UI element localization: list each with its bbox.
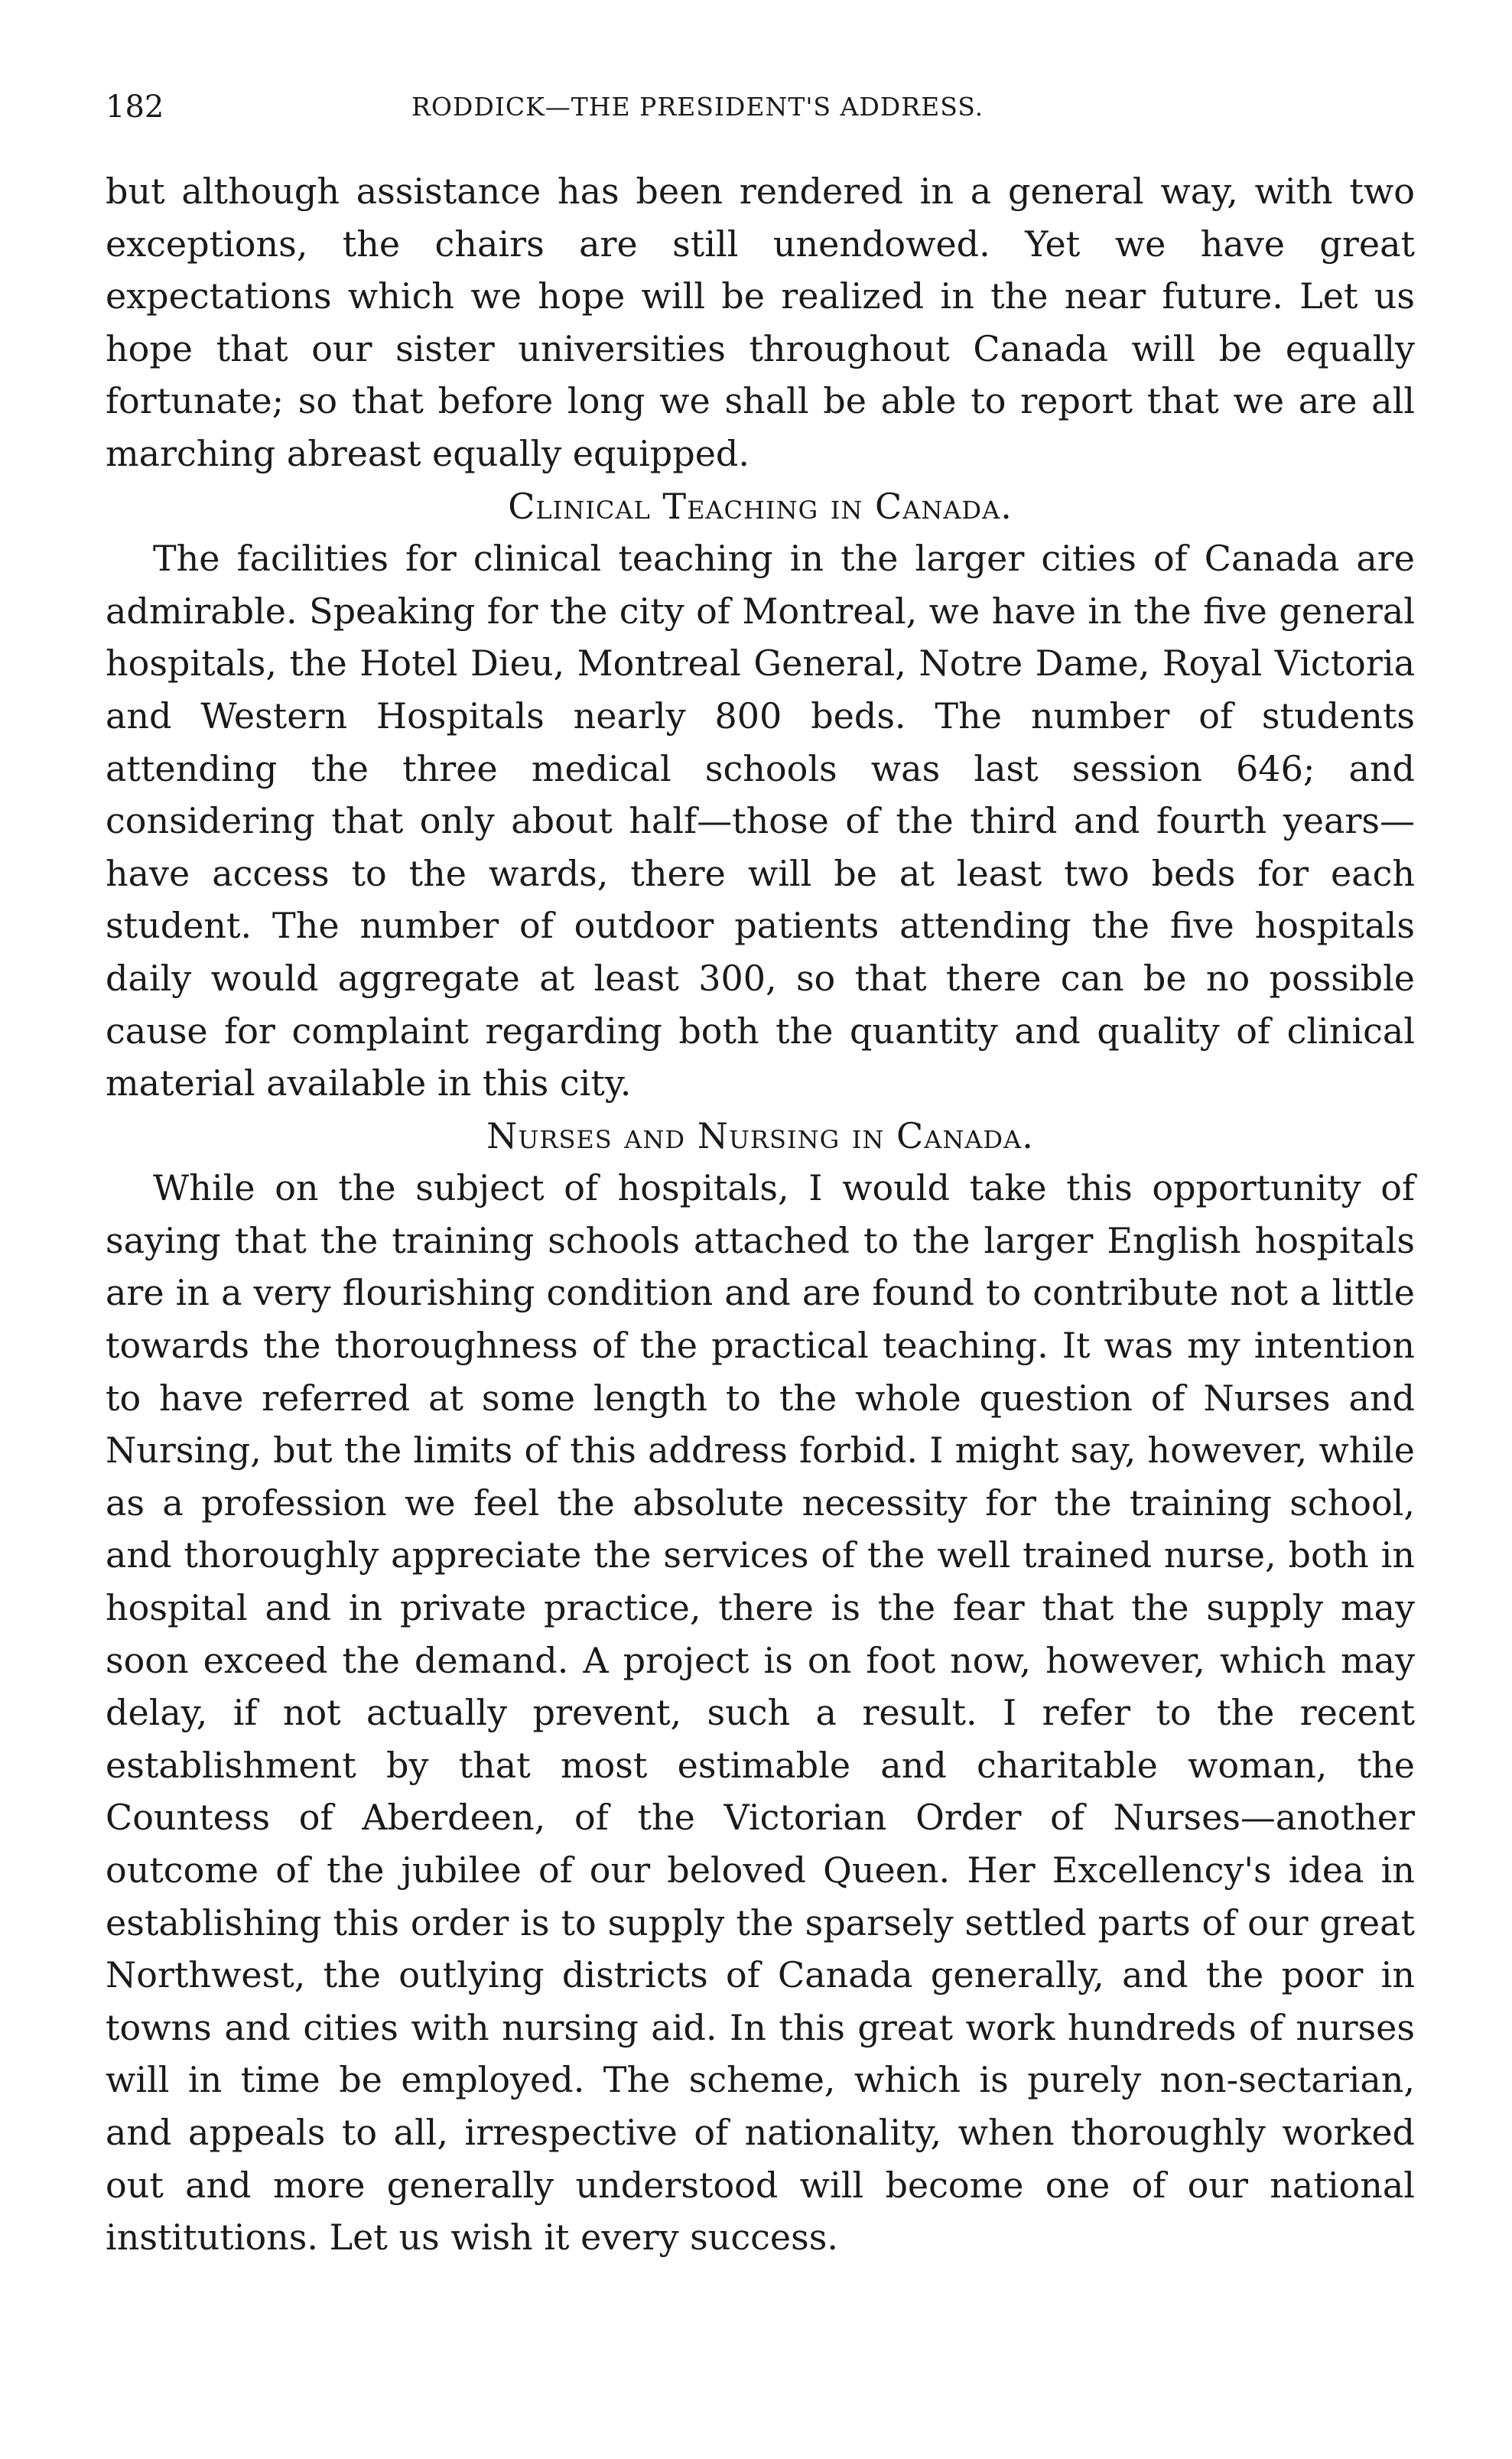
paragraph-nurses-nursing: While on the subject of hospitals, I would take this opportunity of saying that the training schools attached to the larger English hospitals are in a very flourishing condition and are found to contribute not a little towards the thoroughness of the practical teaching. It was my intention to have referred at some length to the whole question of Nurses and Nursing, but the limits of this address forbid. I might say, however, while as a profession we feel the absolute necessity for the training school, and thoroughly appreciate the services of the well trained nurse, both in hospital and in private practice, there is the fear that the supply may soon exceed the demand. A project is on foot now, however, which may delay, if not actually prevent, such a result. I refer to the recent establishment by that most estimable and charitable woman, the Countess of Aberdeen, of the Victorian Order of Nurses—another outcome of the jubilee of our beloved Queen. Her Excellency's idea in establishing this order is to supply the sparsely settled parts of our great Northwest, the outlying districts of Canada generally, and the poor in towns and cities with nursing aid. In this great work hundreds of nurses will in time be employed. The scheme, which is purely non-sectarian, and appeals to all, irrespective of nationality, when thoroughly worked out and more generally understood will become one of our national institutions. Let us wish it every success. [106,1167,1415,2259]
section-heading-nurses-nursing: Nurses and Nursing in Canada. [486,1114,1034,1156]
book-page [106,84,1415,2264]
paragraph-continuation: but although assistance has been rendered in a general way, with two exceptions, the chairs are still unendowed. Yet we have great expectations which we hope will be realized in the near future. Let us hope that our sister universities throughout Canada will be equally fortunate; so that before long we shall be able to report that we are all marching abreast equally equipped. [106,171,1415,474]
paragraph-clinical-teaching: The facilities for clinical teaching in the larger cities of Canada are admirable. Speaking for the city of Montreal, we have in the five general hospitals, the Hotel Dieu, Montreal General, Notre Dame, Royal Victoria and Western Hospitals nearly 800 beds. The number of students attending the three medical schools was last session 646; and considering that only about half—those of the third and fourth years—have access to the wards, there will be at least two beds for each student. The number of outdoor patients attending the five hospitals daily would aggregate at least 300, so that there can be no possible cause for complaint regarding both the quantity and quality of clinical material available in this city. [106,538,1415,1104]
section-heading-clinical-teaching: Clinical Teaching in Canada. [508,485,1013,527]
page-number: 182 [106,89,164,125]
running-head [106,84,1415,130]
running-title: RODDICK—THE PRESIDENT'S ADDRESS. [411,92,984,122]
body-text [106,165,1415,2264]
